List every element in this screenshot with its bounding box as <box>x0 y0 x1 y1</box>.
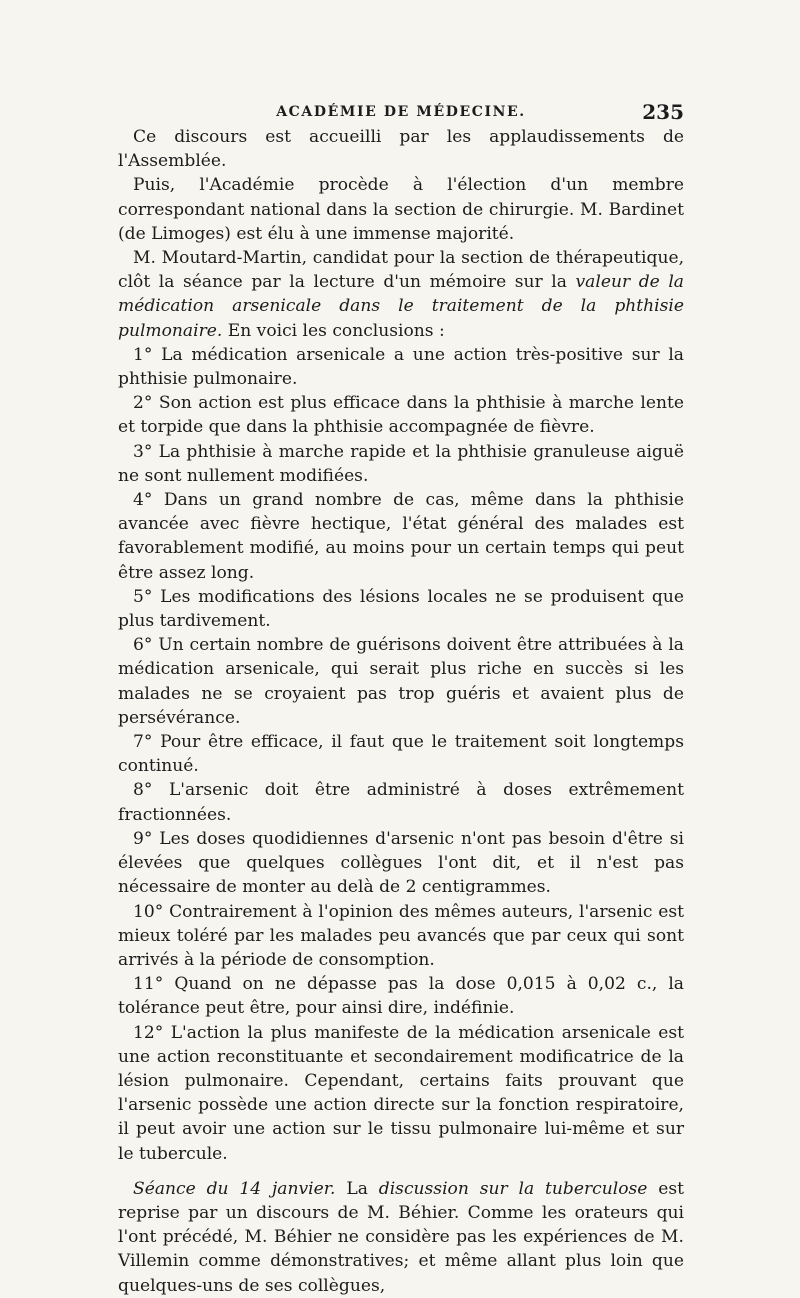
paragraph-text: La <box>335 1178 379 1199</box>
page-header <box>118 100 684 126</box>
running-head: ACADÉMIE DE MÉDECINE. <box>276 104 526 120</box>
memoir-title: valeur de la médication arsenicale dans le traitement de la phthisie pulmonaire. <box>118 272 684 341</box>
discussion-topic: discussion sur la tuberculose <box>378 1178 648 1199</box>
conclusion-2: 2° Son action est plus efficace dans la phthisie à marche lente et torpide que dans la phthisie accompagnée de fièvre. <box>118 393 684 438</box>
body-text <box>118 125 684 1298</box>
paragraph-election: Puis, l'Académie procède à l'élection d'un membre correspondant national dans la section de chirurgie. M. Bardinet (de Limoges) est élu à une immense majorité. <box>118 175 684 244</box>
paragraph-text: M. Moutard-Martin, candidat pour la section de thérapeutique, clôt la séance par la lecture d'un mémoire sur la <box>118 248 684 293</box>
paragraph-text: En voici les conclusions : <box>222 320 445 341</box>
conclusion-12: 12° L'action la plus manifeste de la médication arsenicale est une action reconstituante et secondairement modificatrice de la lésion pulmonaire. Cependant, certains faits prouvant que l'arsenic possède une action directe sur la fonction respiratoire, il peut avoir une action sur le tissu pulmonaire lui-même et sur le tubercule. <box>118 1022 684 1164</box>
conclusion-3: 3° La phthisie à marche rapide et la phthisie granuleuse aiguë ne sont nullement modifiées. <box>118 441 684 486</box>
page-number: 235 <box>642 100 684 124</box>
paragraph-seance-14-janvier <box>118 1177 684 1298</box>
paragraph-text: est reprise par un discours de M. Béhier. Comme les orateurs qui l'ont précédé, M. Béhier ne considère pas les expériences de M. Villemin comme démonstratives; et même allant plus loin que quelques-uns de ses collègues, <box>118 1178 685 1296</box>
conclusion-11: 11° Quand on ne dépasse pas la dose 0,015 à 0,02 c., la tolérance peut être, pour ainsi dire, indéfinie. <box>118 974 684 1019</box>
paragraph-applause: Ce discours est accueilli par les applaudissements de l'Assemblée. <box>118 127 684 172</box>
conclusion-5: 5° Les modifications des lésions locales ne se produisent que plus tardivement. <box>118 586 684 632</box>
conclusion-8: 8° L'arsenic doit être administré à doses extrêmement fractionnées. <box>118 780 684 825</box>
conclusion-4: 4° Dans un grand nombre de cas, même dans la phthisie avancée avec fièvre hectique, l'état général des malades est favorablement modifié, au moins pour un certain temps qui peut être assez long. <box>118 490 684 583</box>
paragraph-moutard-martin <box>118 246 684 343</box>
conclusion-9: 9° Les doses quodidiennes d'arsenic n'ont pas besoin d'être si élevées que quelques collègues l'ont dit, et il n'est pas nécessaire de monter au delà de 2 centigrammes. <box>118 828 684 898</box>
conclusion-10: 10° Contrairement à l'opinion des mêmes auteurs, l'arsenic est mieux toléré par les malades peu avancés que par ceux qui sont arrivés à la période de consomption. <box>118 901 684 970</box>
conclusion-6: 6° Un certain nombre de guérisons doivent être attribuées à la médication arsenicale, qui serait plus riche en succès si les malades ne se croyaient pas trop guéris et avaient plus de persévérance. <box>118 635 684 728</box>
conclusion-7: 7° Pour être efficace, il faut que le traitement soit longtemps continué. <box>118 732 684 777</box>
conclusion-1: 1° La médication arsenicale a une action très-positive sur la phthisie pulmonaire. <box>118 344 684 390</box>
session-heading: Séance du 14 janvier. <box>133 1178 336 1199</box>
